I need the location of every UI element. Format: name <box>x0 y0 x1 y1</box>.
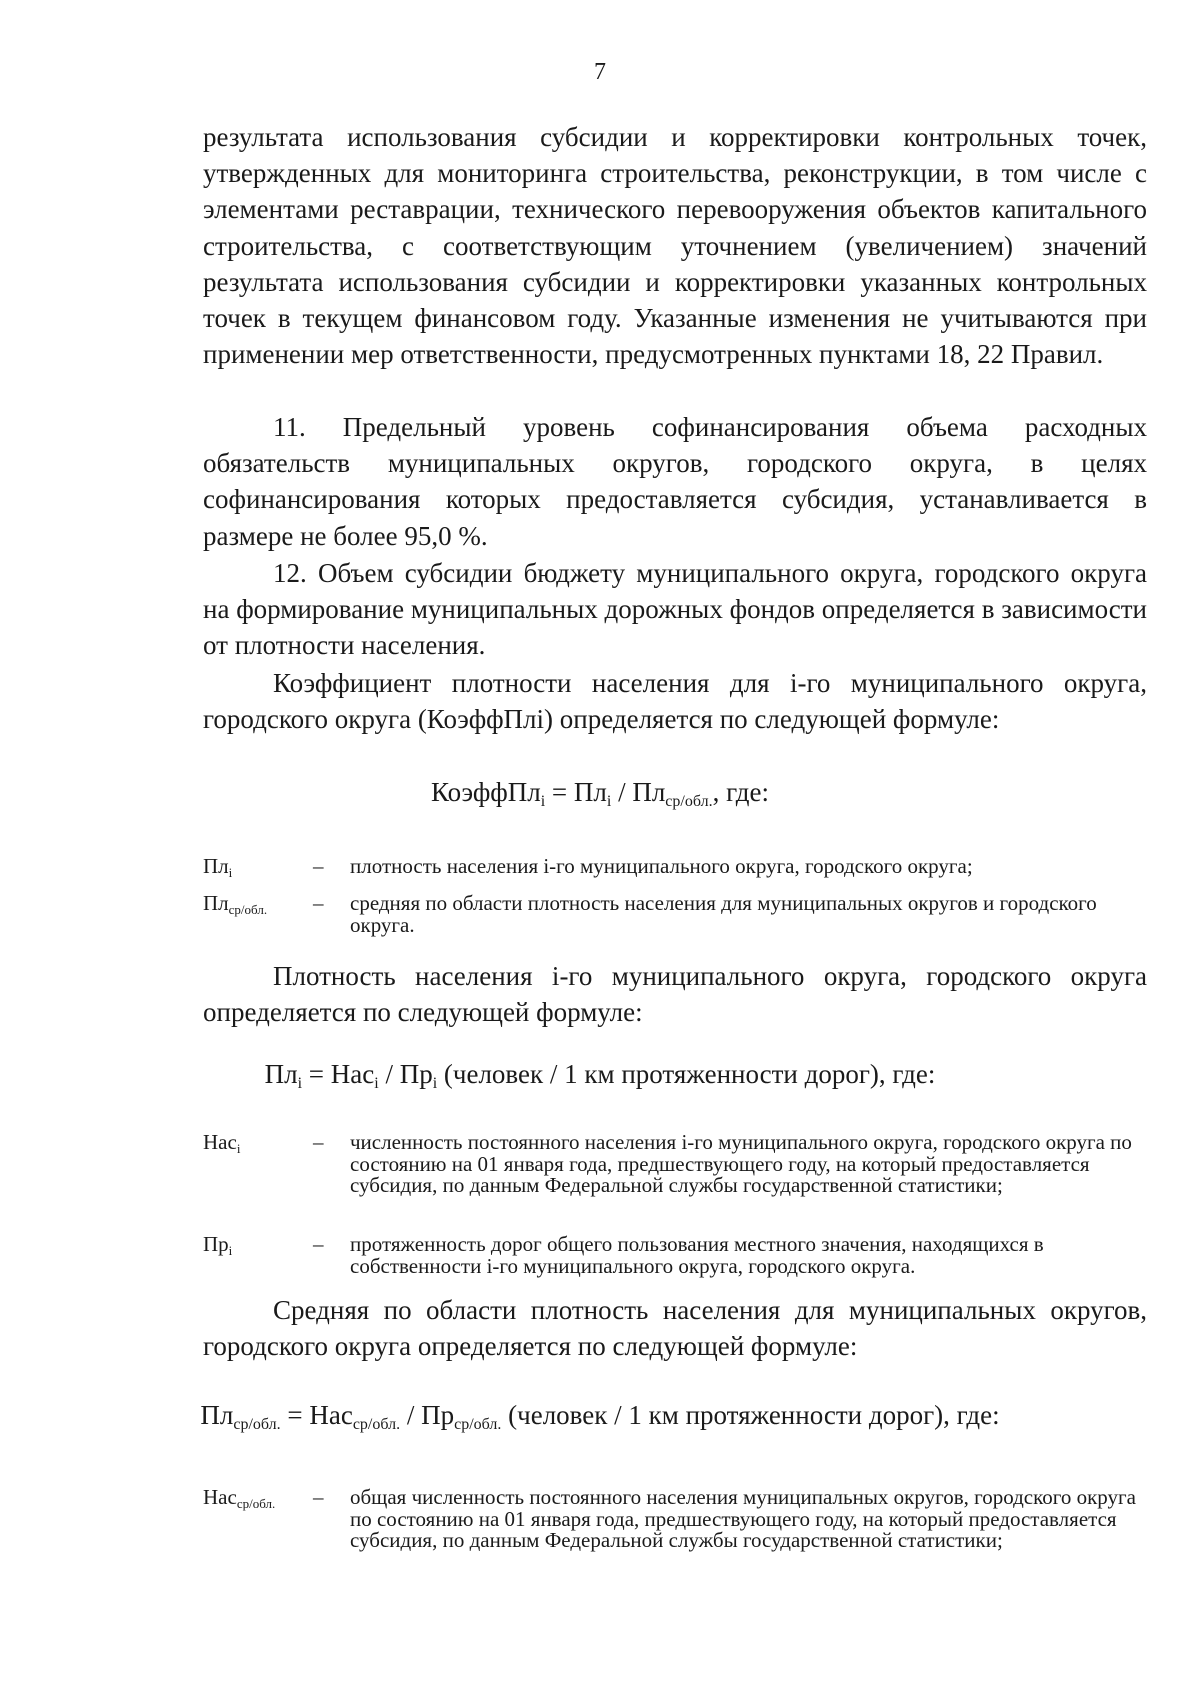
definition-dash: – <box>313 1130 324 1154</box>
definition-term: Нас$_i$ <box>203 1130 241 1156</box>
definition-row <box>203 1234 1147 1277</box>
paragraph-item-11: 11. Предельный уровень софинансирования объема расходных обязательств муниципальных округов, городского округа, в целях софинансирования которых предоставляется субсидия, устанавливается в размере не более 95,0 %. <box>203 412 1147 551</box>
definition-text: численность постоянного населения i-го муниципального округа, городского округа по состоянию на 01 января года, предшествующего году, на который предоставляется субсидия, по данным Федеральной службы государственной статистики; <box>350 1130 1132 1197</box>
definition-text: плотность населения i-го муниципального округа, городского округа; <box>350 854 973 878</box>
paragraph-item-12: 12. Объем субсидии бюджету муниципального округа, городского округа на формирование муниципальных дорожных фондов определяется в зависимости от плотности населения. <box>203 558 1147 661</box>
definition-dash: – <box>313 891 324 915</box>
formula-density: $Пл_i = Нас_i / Пр_i$ (человек / 1 км протяженности дорог), где: <box>264 1059 936 1092</box>
formula-average-density: $Пл_{ср/обл.} = Нас_{ср/обл.} / Пр_{ср/обл.}$ (человек / 1 км протяженности дорог), где: <box>200 1400 1000 1433</box>
definition-row <box>203 856 1147 878</box>
definition-text: протяженность дорог общего пользования местного значения, находящихся в собственности i-го муниципального округа, городского округа. <box>350 1232 1044 1278</box>
definition-dash: – <box>313 1485 324 1509</box>
definition-term: $Пл_{ср/обл.}$ <box>203 891 268 917</box>
paragraph-coefficient-intro: Коэффициент плотности населения для i-го муниципального округа, городского округа (КоэффПлi) определяется по следующей формуле: <box>203 668 1147 735</box>
formula-density-coefficient: КоэффПл$_i$ = $Пл_i / Пл_{ср/обл.}$, где: <box>430 777 770 810</box>
definition-row <box>203 893 1147 936</box>
paragraph-continuation: результата использования субсидии и корректировки контрольных точек, утвержденных для мониторинга строительства, реконструкции, в том числе с элементами реставрации, технического перевооружения объектов капитального строительства, с соответствующим уточнением (увеличением) значений результата использования субсидии и корректировки указанных контрольных точек в текущем финансовом году. Указанные изменения не учитываются при применении мер ответственности, предусмотренных пунктами 18, 22 Правил. <box>203 122 1147 370</box>
definition-dash: – <box>313 1232 324 1256</box>
definition-text: средняя по области плотность населения для муниципальных округов и городского округа. <box>350 891 1097 937</box>
page-number: 7 <box>594 59 606 85</box>
paragraph-average-density-intro: Средняя по области плотность населения для муниципальных округов, городского округа определяется по следующей формуле: <box>203 1295 1147 1362</box>
definition-row <box>203 1132 1147 1197</box>
definition-term: $Пр_i$ <box>203 1232 233 1258</box>
definition-term: Нас$_{ср/обл.}$ <box>203 1485 276 1511</box>
definition-dash: – <box>313 854 324 878</box>
definition-text: общая численность постоянного населения муниципальных округов, городского округа по состоянию на 01 января года, предшествующего году, на который предоставляется субсидия, по данным Федеральной службы государственной статистики; <box>350 1485 1136 1552</box>
paragraph-density-intro: Плотность населения i-го муниципального округа, городского округа определяется по следующей формуле: <box>203 961 1147 1028</box>
definition-term: $Пл_i$ <box>203 854 233 880</box>
definition-row <box>203 1487 1147 1552</box>
